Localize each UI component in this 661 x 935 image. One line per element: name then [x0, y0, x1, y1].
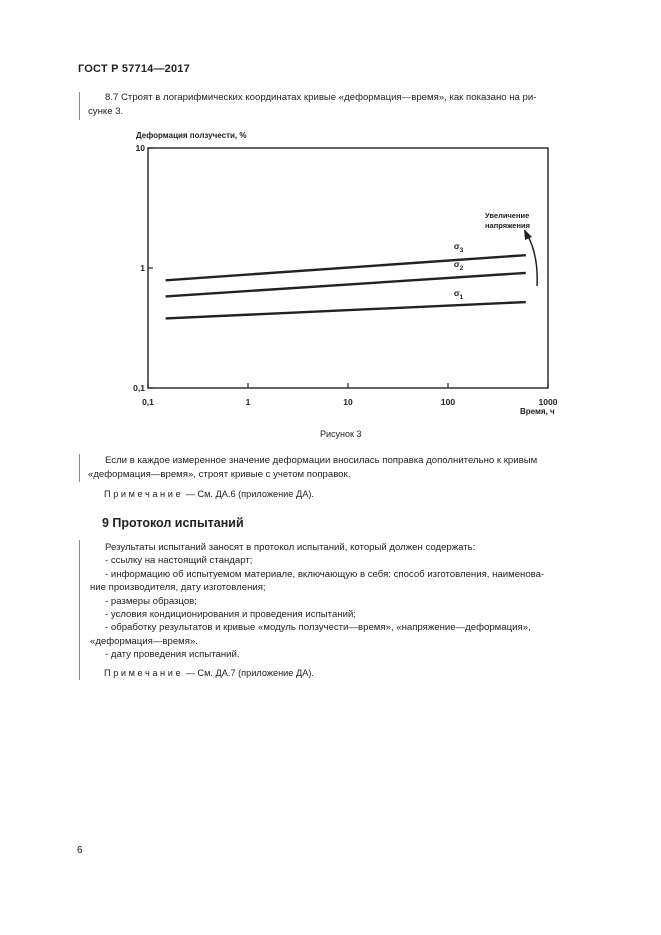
- list-item: «деформация—время».: [90, 635, 198, 647]
- increase-arrow: [528, 236, 537, 286]
- note-label: Примечание: [104, 489, 184, 499]
- annotation-line-2: напряжения: [485, 221, 530, 230]
- change-bar: [79, 540, 80, 680]
- intro-paragraph: [88, 91, 614, 119]
- y-tick-label: 1: [140, 263, 145, 273]
- intro-line-1: 8.7 Строят в логарифмических координатах кривые «деформация—время», как показано на ри-: [105, 92, 537, 103]
- protocol-list: [90, 541, 614, 662]
- list-intro: Результаты испытаний заносят в протокол испытаний, который должен содержать:: [105, 542, 476, 553]
- correction-line-2: «деформация—время», строят кривые с учетом поправок.: [88, 469, 351, 480]
- list-item: - ссылку на настоящий стандарт;: [105, 555, 253, 567]
- series-label-subscript: 2: [459, 264, 464, 272]
- document-header: ГОСТ Р 57714—2017: [78, 63, 190, 75]
- y-axis-label: Деформация ползучести, %: [136, 131, 247, 140]
- x-tick-label: 1000: [538, 397, 558, 407]
- list-item: ние производителя, дату изготовления;: [90, 582, 266, 594]
- list-item: - размеры образцов;: [105, 595, 197, 607]
- x-tick-label: 0,1: [142, 397, 154, 407]
- x-tick-label: 1: [245, 397, 251, 407]
- correction-line-1: Если в каждое измеренное значение деформации вносилась поправка дополнительно к кривым: [105, 455, 538, 466]
- x-tick-label: 100: [440, 397, 456, 407]
- annotation-line-1: Увеличение: [485, 211, 530, 220]
- change-bar: [79, 454, 80, 482]
- y-tick-label: 10: [135, 143, 145, 153]
- series-label-subscript: 3: [459, 247, 464, 255]
- increase-arrowhead: [524, 229, 532, 240]
- list-item: - информацию об испытуемом материале, включающую в себя: способ изготовления, наименова-: [105, 568, 545, 580]
- creep-chart: [0, 128, 661, 428]
- figure-caption: Рисунок 3: [320, 429, 362, 439]
- series-label-σ2: $\sigma_2$: [453, 258, 464, 272]
- series-label-σ1: $\sigma_1$: [453, 288, 464, 302]
- series-group: [166, 241, 526, 318]
- series-line-σ1: [166, 302, 526, 318]
- note-text: — См. ДА.7 (приложение ДА).: [183, 668, 314, 678]
- series-label-σ3: $\sigma_3$: [453, 241, 464, 255]
- note-da6: [104, 488, 314, 501]
- x-tick-label: 10: [343, 397, 353, 407]
- note-da7: [104, 667, 314, 680]
- y-tick-label: 0,1: [133, 383, 145, 393]
- intro-line-2: сунке 3.: [88, 106, 124, 117]
- series-label-subscript: 1: [459, 294, 464, 302]
- correction-paragraph: [88, 454, 614, 482]
- page-number: 6: [77, 845, 83, 856]
- section-9-title: 9 Протокол испытаний: [102, 516, 244, 530]
- list-item: - обработку результатов и кривые «модуль ползучести—время», «напряжение—деформация»,: [105, 622, 531, 634]
- note-text: — См. ДА.6 (приложение ДА).: [183, 489, 314, 499]
- list-item: - условия кондиционирования и проведения испытаний;: [105, 609, 356, 621]
- list-item: - дату проведения испытаний.: [105, 649, 240, 661]
- change-bar: [79, 92, 80, 120]
- note-label: Примечание: [104, 668, 184, 678]
- x-axis-label: Время, ч: [520, 407, 555, 416]
